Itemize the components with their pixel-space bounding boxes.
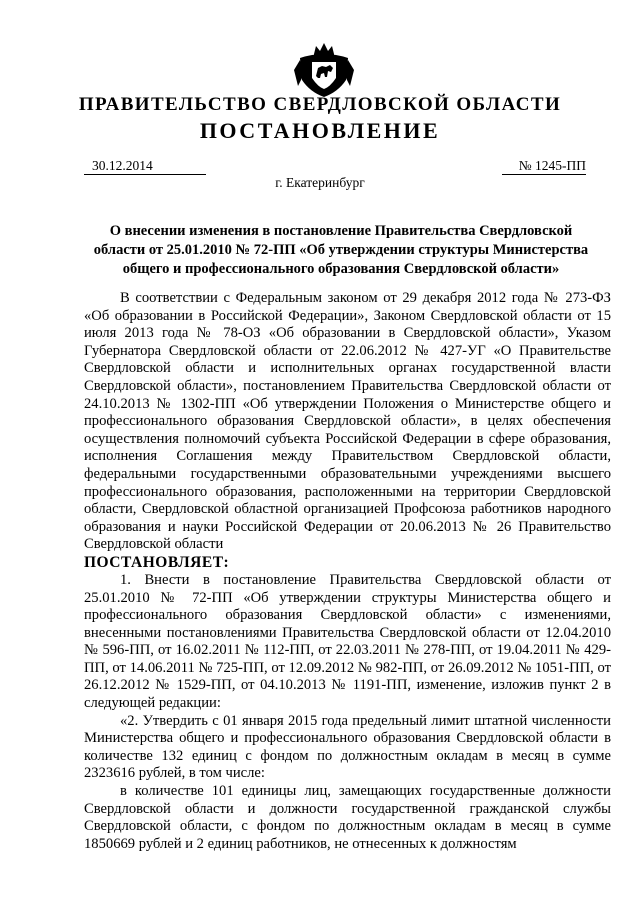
- government-title: ПРАВИТЕЛЬСТВО СВЕРДЛОВСКОЙ ОБЛАСТИ: [78, 94, 562, 115]
- document-date: 30.12.2014: [84, 158, 206, 175]
- point-3-paragraph: в количестве 101 единицы лиц, замещающих государственные должности Свердловской области и должности государственной гражданской службы Свердловской области, с фондом по должностным окладам в месяц в сумме 1850669 рублей и 2 единиц работников, не отнесенных к должностям: [84, 783, 611, 852]
- document-type: ПОСТАНОВЛЕНИЕ: [199, 118, 441, 143]
- preamble-paragraph: В соответствии с Федеральным законом от 29 декабря 2012 года № 273-ФЗ «Об образовании в Российской Федерации», Законом Свердловской области от 15 июля 2013 года № 78-ОЗ «Об образовании в Свердловской области», Указом Губернатора Свердловской области от 22.06.2012 № 427-УГ «О Правительстве Свердловской области и исполнительных органах государственной власти Свердловской области», постановлением Правительства Свердловской области от 24.10.2013 № 1302-ПП «Об утверждении Положения о Министерстве общего и профессионального образования Свердловской области», в целях обеспечения осуществления полномочий субъекта Российской Федерации в сфере образования, исполнения Соглашения между Правительством Свердловской области, федеральными государственными образовательными учреждениями высшего профессионального образования, расположенными на территории Свердловской области, Свердловской областной организацией Профсоюза работников народного образования и науки Российской Федерации от 20.06.2013 № 26 Правительство Свердловской области: [84, 290, 611, 553]
- point-2-paragraph: «2. Утвердить с 01 января 2015 года предельный лимит штатной численности Министерства общего и профессионального образования Свердловской области в количестве 132 единиц с фондом по должностным окладам в месяц в сумме 2323616 рублей, в том числе:: [84, 712, 611, 782]
- document-number: № 1245-ПП: [502, 158, 586, 175]
- document-heading: О внесении изменения в постановление Правительства Свердловской области от 25.01.2010 № 72-ПП «Об утверждении структуры Министерства общего и профессионального образования Свердловской области»: [93, 223, 589, 277]
- document-city: г. Екатеринбург: [275, 175, 365, 190]
- document-body: [84, 290, 611, 853]
- coat-of-arms-emblem: [292, 40, 356, 100]
- resolves-heading: ПОСТАНОВЛЯЕТ:: [84, 553, 230, 571]
- point-1-paragraph: 1. Внести в постановление Правительства Свердловской области от 25.01.2010 № 72-ПП «Об утверждении структуры Министерства общего и профессионального образования Свердловской области» с изменениями, внесенными постановлениями Правительства Свердловской области от 12.04.2010 № 596-ПП, от 16.02.2011 № 112-ПП, от 22.03.2011 № 278-ПП, от 19.04.2011 № 429-ПП, от 14.06.2011 № 725-ПП, от 12.09.2012 № 982-ПП, от 26.09.2012 № 1051-ПП, от 26.12.2012 № 1529-ПП, от 04.10.2013 № 1191-ПП, изменение, изложив пункт 2 в следующей редакции:: [84, 571, 611, 712]
